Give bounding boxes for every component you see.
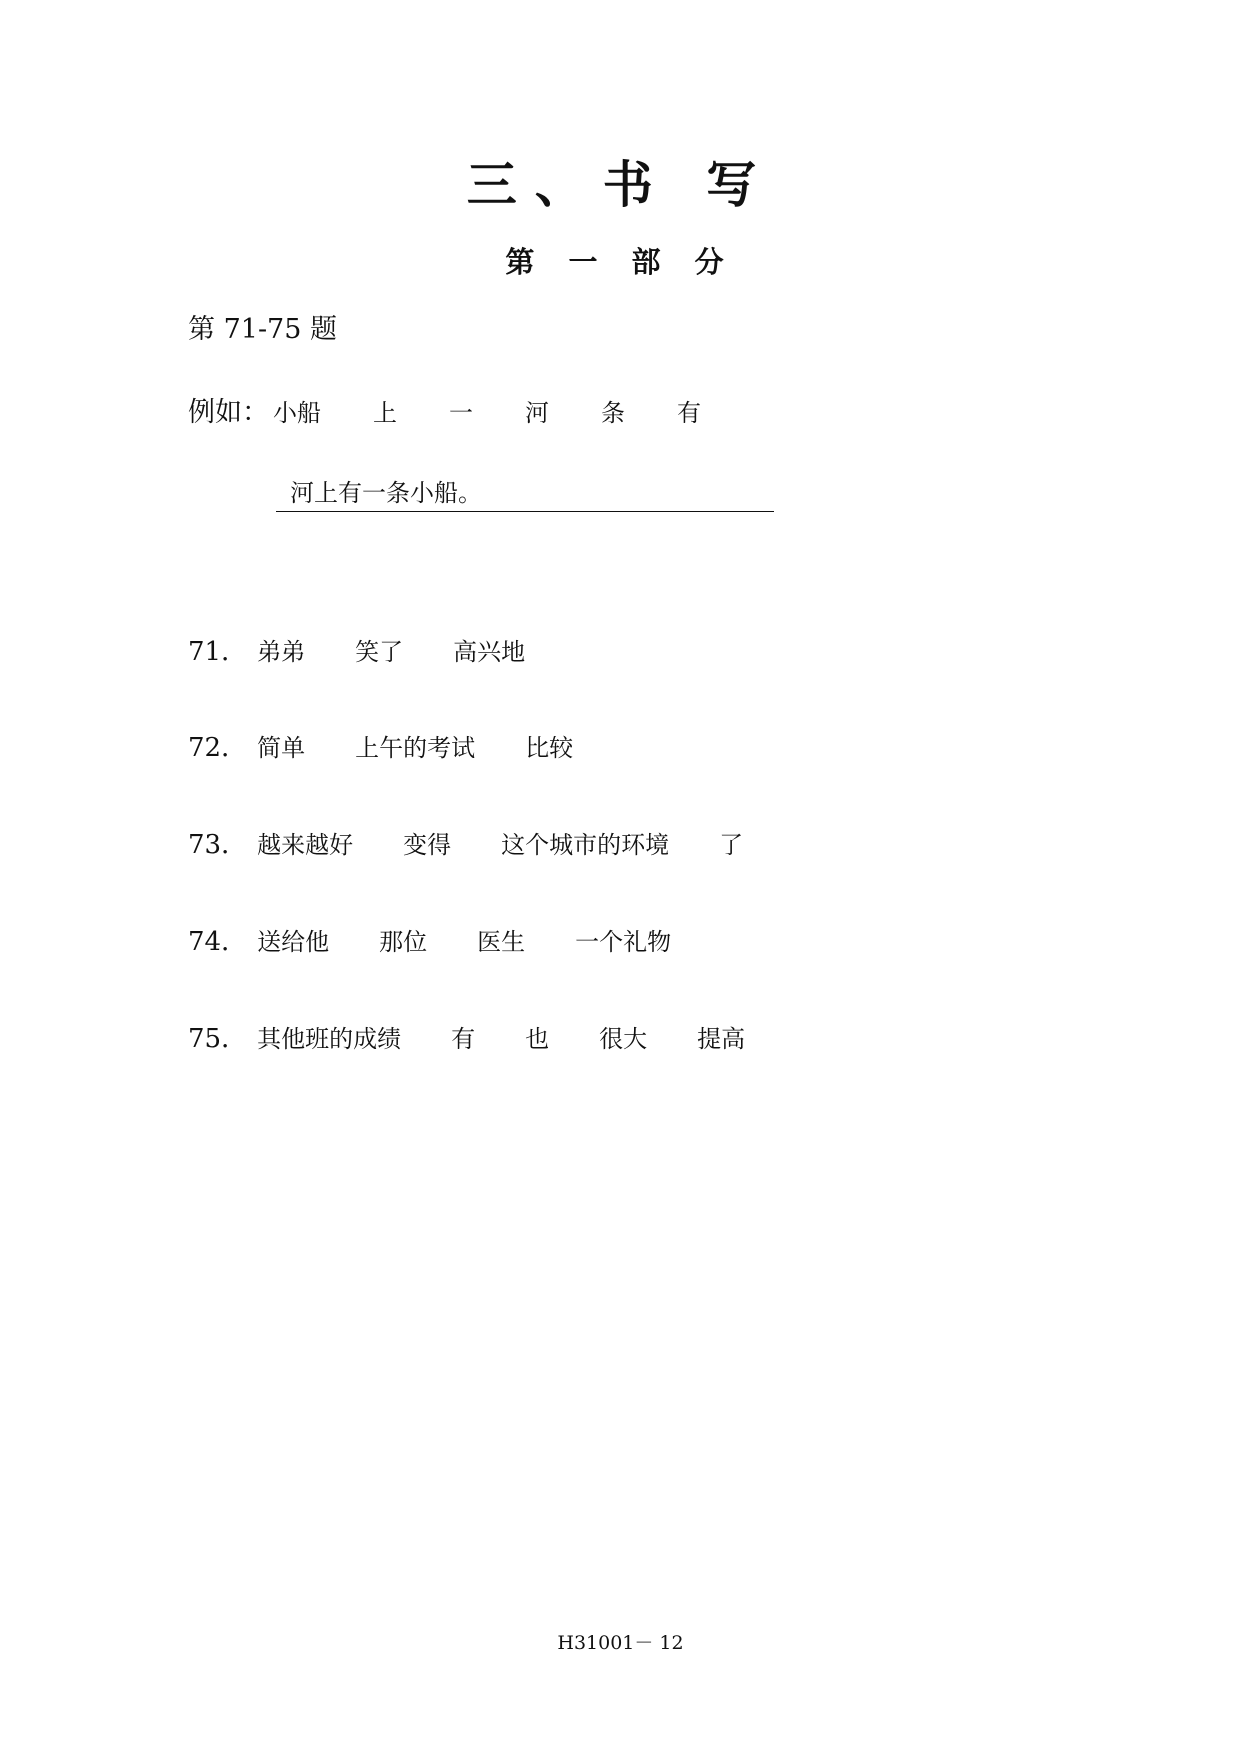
question-word: 有	[451, 1025, 476, 1053]
question-word: 了	[719, 831, 744, 859]
question-number: 75．	[188, 1024, 248, 1054]
question-word: 送给他	[257, 928, 330, 956]
question-74	[188, 922, 721, 962]
question-number: 72．	[188, 733, 248, 763]
question-word: 其他班的成绩	[257, 1025, 402, 1053]
example-row	[188, 393, 753, 433]
question-range: 第 71-75 题	[188, 314, 338, 345]
question-72	[188, 728, 623, 768]
question-word: 也	[525, 1025, 550, 1053]
question-word: 越来越好	[257, 831, 354, 859]
question-71	[188, 632, 575, 672]
question-75	[188, 1019, 795, 1059]
question-word: 一个礼物	[575, 928, 672, 956]
question-word: 很大	[599, 1025, 648, 1053]
question-number: 73．	[188, 830, 248, 860]
question-word: 笑了	[355, 638, 404, 666]
question-word: 比较	[525, 734, 574, 762]
example-word: 条	[601, 399, 625, 427]
question-word: 变得	[403, 831, 452, 859]
example-word: 一	[449, 399, 473, 427]
question-word: 提高	[697, 1025, 746, 1053]
question-number: 74．	[188, 927, 248, 957]
question-word: 高兴地	[453, 638, 526, 666]
question-word: 那位	[379, 928, 428, 956]
example-label: 例如：	[188, 397, 269, 428]
page-footer: H31001－ 12	[557, 1632, 684, 1654]
example-words	[273, 393, 753, 433]
example-word: 小船	[273, 399, 321, 427]
question-word: 简单	[257, 734, 306, 762]
example-answer-line: 河上有一条小船。	[276, 475, 774, 512]
question-word: 上午的考试	[355, 734, 476, 762]
question-number: 71．	[188, 637, 248, 667]
example-word: 上	[373, 399, 397, 427]
section-title: 三、书 写	[466, 155, 775, 214]
question-73	[188, 825, 793, 865]
example-word: 有	[677, 399, 701, 427]
example-word: 河	[525, 399, 549, 427]
question-word: 医生	[477, 928, 526, 956]
question-word: 弟弟	[257, 638, 306, 666]
question-word: 这个城市的环境	[501, 831, 670, 859]
part-title: 第 一 部 分	[505, 245, 736, 279]
